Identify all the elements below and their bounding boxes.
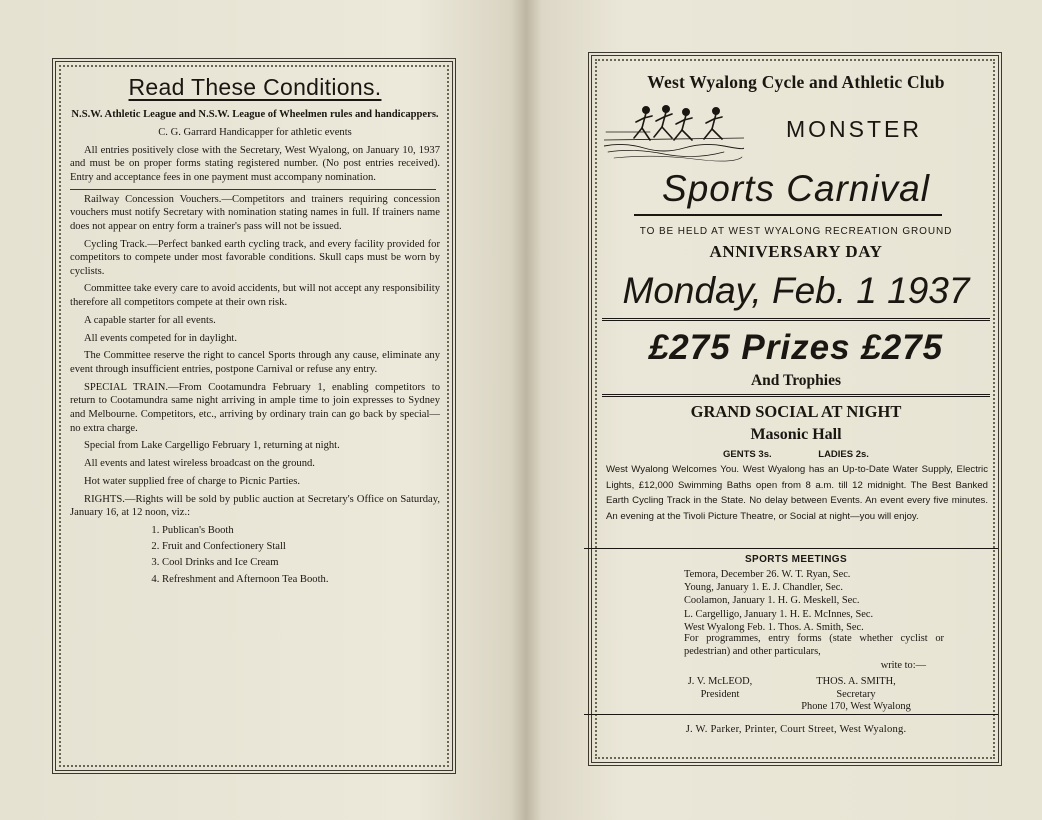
list-item: West Wyalong Feb. 1. Thos. A. Smith, Sec. [684, 621, 864, 633]
list-item: 3. Cool Drinks and Ice Cream [162, 556, 440, 570]
sports-carnival-title: Sports Carnival [662, 168, 930, 209]
divider [584, 714, 998, 715]
lake-cargelligo-text: Special from Lake Cargelligo February 1, returning at night. [84, 440, 340, 452]
list-item: 2. Fruit and Confectionery Stall [162, 540, 440, 554]
special-train-text: SPECIAL TRAIN.—From Cootamundra February 1, enabling competitors to return to Cootamundra same night arriving in ample time to join expresses to Sydney and Melbourne. Competitors, etc., arriving by ordinary train can go back by special—no extra charge. [70, 381, 440, 434]
list-item: L. Cargelligo, January 1. H. E. McInnes, Sec. [684, 608, 874, 620]
conditions-page [70, 66, 440, 589]
secretary-name: THOS. A. SMITH, [816, 676, 896, 687]
trophies-text: And Trophies [750, 372, 842, 389]
list-item: 1. Publican's Booth [162, 524, 440, 538]
ladies-price: LADIES 2s. [818, 449, 869, 460]
rights-list [70, 524, 440, 586]
venue-text: TO BE HELD AT WEST WYALONG RECREATION GROUND [639, 226, 953, 237]
secretary-phone: Phone 170, West Wyalong [801, 701, 911, 713]
wireless-text: All events and latest wireless broadcast on the ground. [84, 458, 315, 470]
gents-price: GENTS 3s. [723, 449, 772, 460]
secretary-signature-block [776, 676, 936, 714]
runners-illustration [604, 104, 744, 162]
club-name: West Wyalong Cycle and Athletic Club [647, 72, 945, 92]
secretary-title: Secretary [836, 688, 876, 700]
carnival-poster-page [600, 66, 992, 735]
railway-text: Railway Concession Vouchers.—Competitors and trainers requiring concession vouchers must notify Secretary with nomination stating names in full. If trainers name does not appear on entry form a trainer's pass will not be issued. [70, 193, 440, 232]
cycling-track-text: Cycling Track.—Perfect banked earth cycling track, and every facility provided for competitors to compete under most favorable conditions. Skull caps must be worn by cyclists. [70, 238, 440, 277]
monster-heading: MONSTER [786, 116, 922, 142]
anniversary-day: ANNIVERSARY DAY [709, 242, 883, 261]
handicapper-text: C. G. Garrard Handicapper for athletic events [158, 126, 352, 138]
list-item: Young, January 1. E. J. Chandler, Sec. [684, 582, 843, 594]
list-item: 4. Refreshment and Afternoon Tea Booth. [162, 573, 440, 587]
write-to-text: write to:— [880, 660, 926, 671]
daylight-text: All events competed for in daylight. [84, 332, 237, 344]
printer-credit: J. W. Parker, Printer, Court Street, West Wyalong. [685, 724, 907, 735]
sports-meetings-title: SPORTS MEETINGS [744, 554, 848, 565]
rights-text: RIGHTS.—Rights will be sold by public auction at Secretary's Office on Saturday, January 16, at 12 noon, viz.: [70, 493, 440, 519]
masonic-hall: Masonic Hall [750, 426, 842, 443]
president-name: J. V. McLEOD, [687, 676, 753, 687]
entries-text: All entries positively close with the Secretary, West Wyalong, on January 10, 1937 and must be on proper forms stating registered number. (No post entries received). Entry and acceptance fees in one payment must accompany nomination. [70, 144, 440, 183]
committee-text: Committee take every care to avoid accidents, but will not accept any responsibility therefore all competitors compete at their own risk. [70, 283, 440, 309]
divider [634, 214, 942, 216]
divider [584, 548, 998, 549]
sports-meetings-list [684, 568, 984, 634]
grand-social-heading: GRAND SOCIAL AT NIGHT [690, 402, 902, 421]
conditions-title: Read These Conditions. [128, 74, 382, 100]
president-title: President [700, 688, 740, 700]
welcome-text: West Wyalong Welcomes You. West Wyalong has an Up-to-Date Water Supply, Electric Lights, £12,000 Swimming Baths open from 8 a.m. till 12 midnight. The Best Banked Earth Cycling Track in the State. No delay between Events. An event every five minutes. An evening at the Tivoli Picture Theatre, or Social at night—you will enjoy. [606, 464, 988, 522]
list-item: Coolamon, January 1. H. G. Meskell, Sec. [684, 595, 860, 607]
divider [70, 189, 436, 190]
leagues-text: N.S.W. Athletic League and N.S.W. League of Wheelmen rules and handicappers. [71, 109, 439, 120]
prizes-heading: £275 Prizes £275 [648, 328, 944, 367]
divider [602, 318, 990, 321]
reserve-text: The Committee reserve the right to cancel Sports through any cause, eliminate any event through insufficient entries, postpone Carnival or refuse any entry. [70, 350, 440, 375]
programmes-text: For programmes, entry forms (state whether cyclist or pedestrian) and other particulars, [684, 633, 944, 658]
hot-water-text: Hot water supplied free of charge to Picnic Parties. [84, 475, 301, 487]
list-item: Temora, December 26. W. T. Ryan, Sec. [684, 569, 851, 580]
divider [602, 394, 990, 397]
president-signature-block [660, 676, 780, 701]
admission-prices [600, 449, 992, 460]
event-date: Monday, Feb. 1 1937 [622, 270, 970, 311]
starter-text: A capable starter for all events. [84, 314, 216, 326]
